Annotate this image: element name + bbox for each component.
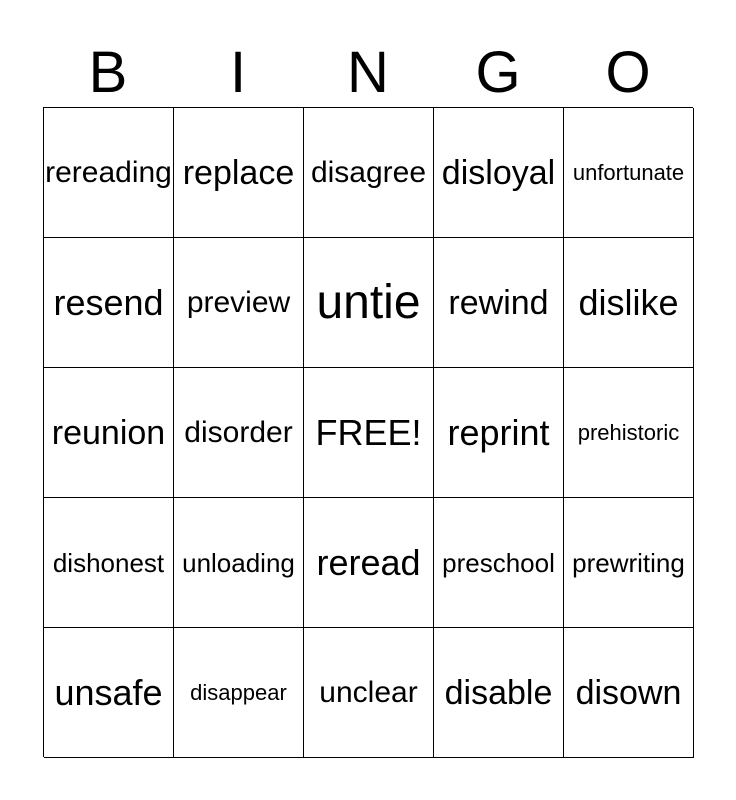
bingo-cell[interactable]: disagree [304,108,434,238]
bingo-cell[interactable]: prewriting [564,498,694,628]
bingo-cell[interactable]: disown [564,628,694,758]
bingo-cell[interactable]: dishonest [44,498,174,628]
header-letter-n: N [347,40,389,105]
bingo-cell[interactable]: preview [174,238,304,368]
header-letter-b: B [88,40,128,105]
bingo-board [43,107,693,757]
bingo-cell[interactable]: reunion [44,368,174,498]
bingo-cell[interactable]: rewind [434,238,564,368]
bingo-cell[interactable]: disorder [174,368,304,498]
bingo-cell[interactable]: preschool [434,498,564,628]
bingo-cell[interactable]: prehistoric [564,368,694,498]
header-letter-g: G [475,40,521,105]
bingo-cell[interactable]: reprint [434,368,564,498]
bingo-cell[interactable]: unfortunate [564,108,694,238]
bingo-cell[interactable]: dislike [564,238,694,368]
bingo-cell[interactable]: replace [174,108,304,238]
bingo-cell[interactable]: disappear [174,628,304,758]
bingo-cell[interactable]: reread [304,498,434,628]
bingo-cell[interactable]: unclear [304,628,434,758]
bingo-cell[interactable]: untie [304,238,434,368]
bingo-cell[interactable]: rereading [44,108,174,238]
header-letter-i: I [229,40,247,105]
bingo-cell[interactable]: unloading [174,498,304,628]
bingo-cell[interactable]: resend [44,238,174,368]
bingo-cell[interactable]: disloyal [434,108,564,238]
bingo-header [43,38,693,108]
free-space-cell[interactable]: FREE! [304,368,434,498]
header-letter-o: O [605,40,651,105]
bingo-cell[interactable]: unsafe [44,628,174,758]
bingo-cell[interactable]: disable [434,628,564,758]
